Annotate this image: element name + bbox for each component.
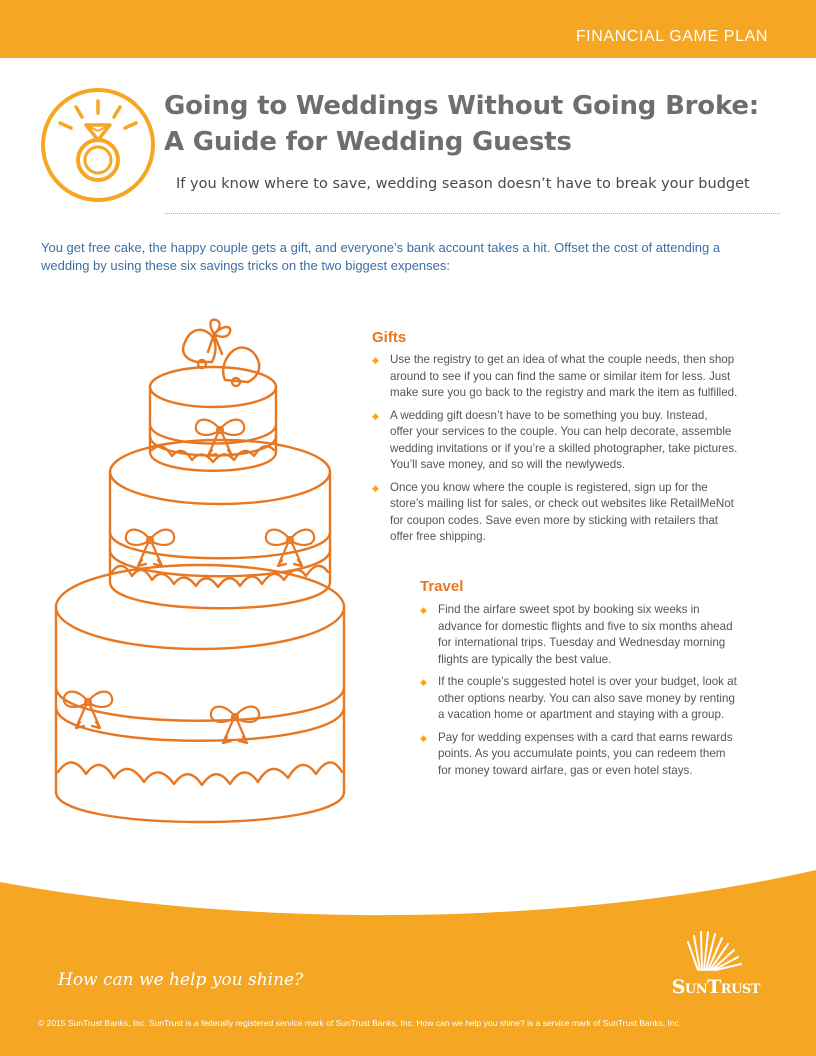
legal-footer: © 2015 SunTrust Banks, Inc. SunTrust is a federally registered service mark of SunTrust Banks, Inc. How can we help you shine? is a service mark of SunTrust Banks, Inc. — [38, 1018, 682, 1028]
diamond-bullet-icon: ◆ — [420, 732, 427, 743]
brand-tagline: How can we help you shine? — [58, 970, 304, 990]
bullet-line: points. As you accumulate points, you can redeem them — [438, 747, 726, 760]
bullet-line: around to see if you can find the same or similar item for less. Just — [390, 369, 731, 383]
travel-list — [418, 602, 737, 785]
diamond-bullet-icon: ◆ — [372, 482, 379, 493]
bullet-line: offer free shipping. — [390, 530, 486, 543]
bullet-line: If the couple’s suggested hotel is over your budget, look at — [438, 675, 737, 688]
gifts-heading: Gifts — [372, 329, 407, 346]
bullet-line: for coupon codes. Save even more by sticking with retailers that — [390, 513, 719, 527]
bullet-item — [370, 352, 737, 402]
bullet-line: Once you know where the couple is registered, sign up for the — [390, 480, 708, 494]
bullet-line: offer your services to the couple. You can help decorate, assemble — [390, 425, 732, 438]
wedding-cake-illustration — [40, 312, 360, 832]
bullet-line: Use the registry to get an idea of what the couple needs, then shop — [390, 353, 735, 366]
dotted-divider — [165, 213, 780, 214]
bullet-item — [418, 674, 737, 724]
title-line-2: A Guide for Wedding Guests — [164, 127, 572, 157]
bullet-item — [418, 730, 737, 780]
page-subtitle: If you know where to save, wedding season doesn’t have to break your budget — [176, 176, 750, 192]
diamond-bullet-icon: ◆ — [372, 355, 379, 365]
suntrust-logo — [648, 928, 760, 996]
bullet-line: You’ll save money, and so will the newlyweds. — [390, 458, 626, 471]
bullet-item — [370, 480, 737, 546]
bullet-line: a vacation home or apartment and staying with a group. — [438, 708, 725, 721]
header-bar — [0, 0, 816, 58]
bullet-line: advance for domestic flights and five to six months ahead — [438, 619, 733, 633]
intro-paragraph — [41, 239, 781, 275]
intro-line: wedding by using these six savings tricks on the two biggest expenses: — [41, 258, 451, 273]
sunburst-logo — [648, 928, 760, 972]
bullet-line: other options nearby. You can also save money by renting — [438, 691, 735, 705]
title-line-1: Going to Weddings Without Going Broke: — [164, 91, 759, 121]
intro-line: You get free cake, the happy couple gets a gift, and everyone’s bank account takes a hit. Offset the cost of attending a — [41, 240, 721, 255]
logo-wordmark: SunTrust — [671, 976, 760, 998]
bullet-line: store’s mailing list for sales, or check out websites like RetailMeNot — [390, 497, 734, 510]
diamond-bullet-icon: ◆ — [372, 410, 379, 421]
bullet-line: Find the airfare sweet spot by booking six weeks in — [438, 603, 700, 616]
bullet-line: wedding invitations or if you’re a skilled photographer, take pictures. — [390, 441, 738, 455]
diamond-bullet-icon: ◆ — [420, 605, 427, 615]
bullet-item — [418, 602, 737, 668]
page-title — [164, 88, 759, 160]
header-label: FINANCIAL GAME PLAN — [575, 28, 768, 45]
bullet-line: make sure you go back to the registry and mark the item as fulfilled. — [390, 386, 738, 399]
bullet-line: for money toward airfare, gas or even hotel stays. — [438, 763, 693, 777]
gifts-list — [370, 352, 737, 552]
bullet-line: Pay for wedding expenses with a card that earns rewards — [438, 730, 733, 744]
bullet-line: A wedding gift doesn’t have to be something you buy. Instead, — [390, 408, 708, 422]
travel-heading: Travel — [420, 578, 464, 595]
bullet-item — [370, 408, 737, 474]
bullet-line: for international trips. Tuesday and Wednesday morning — [438, 636, 726, 649]
diamond-ring-icon — [38, 85, 158, 205]
bullet-line: flights are typically the best value. — [438, 652, 612, 666]
diamond-bullet-icon: ◆ — [420, 677, 427, 687]
